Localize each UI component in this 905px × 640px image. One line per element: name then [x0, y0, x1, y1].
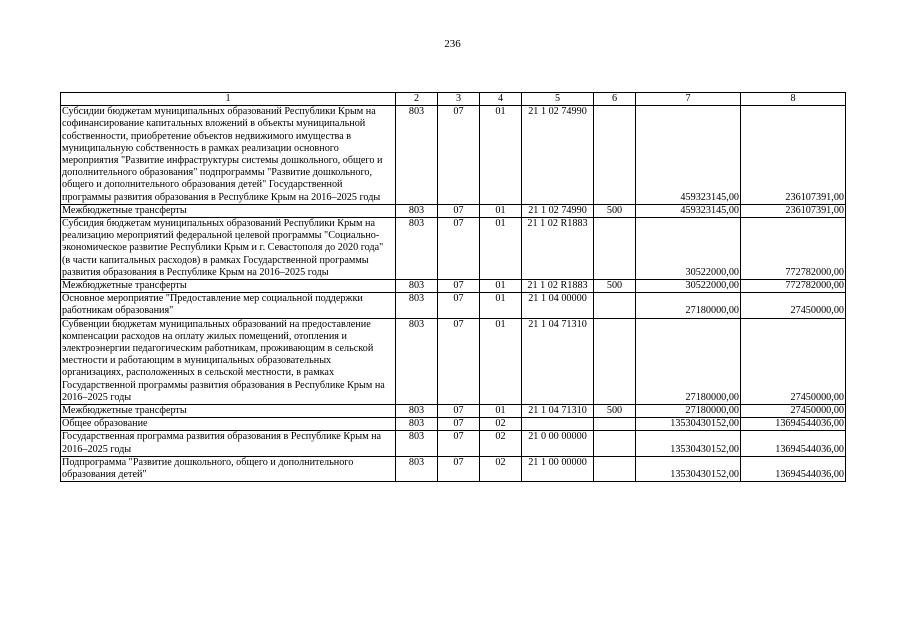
row-subsection-code: 01: [480, 280, 522, 293]
row-ministry-code: 803: [396, 106, 438, 205]
row-target-code: 21 1 02 74990: [522, 106, 594, 205]
row-name: Государственная программа развития образования в Республике Крым на 2016–2025 годы: [61, 431, 396, 456]
row-amount-1: 30522000,00: [636, 218, 741, 280]
table-row: [61, 456, 846, 481]
row-ministry-code: 803: [396, 280, 438, 293]
row-target-code: 21 1 02 74990: [522, 204, 594, 217]
row-section-code: 07: [438, 456, 480, 481]
row-amount-1: 459323145,00: [636, 204, 741, 217]
row-subsection-code: 01: [480, 106, 522, 205]
row-amount-2: 27450000,00: [741, 318, 846, 404]
table-row: [61, 431, 846, 456]
column-header: 3: [438, 93, 480, 106]
row-amount-2: 27450000,00: [741, 405, 846, 418]
row-section-code: 07: [438, 431, 480, 456]
row-expense-type: [594, 106, 636, 205]
row-ministry-code: 803: [396, 456, 438, 481]
column-header: 1: [61, 93, 396, 106]
row-expense-type: [594, 293, 636, 318]
row-name: Межбюджетные трансферты: [61, 204, 396, 217]
row-amount-1: 30522000,00: [636, 280, 741, 293]
row-ministry-code: 803: [396, 418, 438, 431]
table-row: [61, 106, 846, 205]
page-number: 236: [444, 38, 461, 50]
row-ministry-code: 803: [396, 218, 438, 280]
row-expense-type: 500: [594, 280, 636, 293]
row-name: Межбюджетные трансферты: [61, 405, 396, 418]
row-section-code: 07: [438, 318, 480, 404]
row-amount-2: 13694544036,00: [741, 431, 846, 456]
table-row: [61, 204, 846, 217]
table-row: [61, 418, 846, 431]
row-expense-type: [594, 318, 636, 404]
row-section-code: 07: [438, 418, 480, 431]
row-amount-1: 459323145,00: [636, 106, 741, 205]
row-expense-type: [594, 431, 636, 456]
column-header: 6: [594, 93, 636, 106]
row-name: Субвенции бюджетам муниципальных образований на предоставление компенсации расходов на оплату жилых помещений, отопления и электроэнергии педагогическим работникам, проживающим в сельской местности и работающим в муниципальных образовательных организациях, расположенных в сельской местности, в рамках Государственной программы развития образования в Республике Крым на 2016–2025 годы: [61, 318, 396, 404]
row-target-code: 21 1 04 71310: [522, 318, 594, 404]
row-name: Межбюджетные трансферты: [61, 280, 396, 293]
column-header: 8: [741, 93, 846, 106]
row-ministry-code: 803: [396, 431, 438, 456]
budget-table: [60, 92, 846, 482]
row-expense-type: [594, 218, 636, 280]
row-section-code: 07: [438, 405, 480, 418]
row-target-code: [522, 418, 594, 431]
row-name: Субсидия бюджетам муниципальных образований Республики Крым на реализацию мероприятий федеральной целевой программы "Социально-экономическое развитие Республики Крым и г. Севастополя до 2020 года" (в части капитальных расходов) в рамках Государственной программы развития образования в Республике Крым на 2016–2025 годы: [61, 218, 396, 280]
row-amount-2: 772782000,00: [741, 280, 846, 293]
row-amount-2: 772782000,00: [741, 218, 846, 280]
row-section-code: 07: [438, 204, 480, 217]
table-row: [61, 280, 846, 293]
row-amount-2: 236107391,00: [741, 106, 846, 205]
row-amount-1: 13530430152,00: [636, 431, 741, 456]
row-section-code: 07: [438, 106, 480, 205]
row-subsection-code: 02: [480, 431, 522, 456]
row-section-code: 07: [438, 218, 480, 280]
table-row: [61, 218, 846, 280]
row-name: Общее образование: [61, 418, 396, 431]
column-header: 7: [636, 93, 741, 106]
row-subsection-code: 01: [480, 405, 522, 418]
row-amount-1: 27180000,00: [636, 318, 741, 404]
row-expense-type: 500: [594, 204, 636, 217]
row-target-code: 21 1 00 00000: [522, 456, 594, 481]
row-expense-type: 500: [594, 405, 636, 418]
row-ministry-code: 803: [396, 318, 438, 404]
row-subsection-code: 01: [480, 204, 522, 217]
column-header: 2: [396, 93, 438, 106]
row-ministry-code: 803: [396, 405, 438, 418]
table-header-row: [61, 93, 846, 106]
row-target-code: 21 1 02 R1883: [522, 280, 594, 293]
row-amount-1: 27180000,00: [636, 293, 741, 318]
row-subsection-code: 01: [480, 293, 522, 318]
column-header: 5: [522, 93, 594, 106]
row-amount-1: 13530430152,00: [636, 456, 741, 481]
row-amount-2: 27450000,00: [741, 293, 846, 318]
row-amount-2: 13694544036,00: [741, 456, 846, 481]
row-ministry-code: 803: [396, 293, 438, 318]
row-amount-2: 236107391,00: [741, 204, 846, 217]
row-subsection-code: 01: [480, 318, 522, 404]
row-name: Субсидии бюджетам муниципальных образований Республики Крым на софинансирование капитальных вложений в объекты муниципальной собственности, приобретение объектов недвижимого имущества в муниципальную собственность в рамках реализации основного мероприятия "Развитие инфраструктуры системы дошкольного, общего и дополнительного образования" подпрограммы "Развитие дошкольного, общего и дополнительного образования детей" Государственной программы развития образования в Республике Крым на 2016–2025 годы: [61, 106, 396, 205]
row-ministry-code: 803: [396, 204, 438, 217]
row-amount-2: 13694544036,00: [741, 418, 846, 431]
row-amount-1: 13530430152,00: [636, 418, 741, 431]
row-subsection-code: 02: [480, 418, 522, 431]
row-name: Подпрограмма "Развитие дошкольного, общего и дополнительного образования детей": [61, 456, 396, 481]
table-row: [61, 405, 846, 418]
row-expense-type: [594, 418, 636, 431]
row-target-code: 21 0 00 00000: [522, 431, 594, 456]
row-subsection-code: 02: [480, 456, 522, 481]
row-expense-type: [594, 456, 636, 481]
table-row: [61, 293, 846, 318]
row-subsection-code: 01: [480, 218, 522, 280]
row-target-code: 21 1 04 71310: [522, 405, 594, 418]
row-section-code: 07: [438, 280, 480, 293]
column-header: 4: [480, 93, 522, 106]
row-target-code: 21 1 04 00000: [522, 293, 594, 318]
row-section-code: 07: [438, 293, 480, 318]
table-row: [61, 318, 846, 404]
row-name: Основное мероприятие "Предоставление мер социальной поддержки работникам образования": [61, 293, 396, 318]
row-amount-1: 27180000,00: [636, 405, 741, 418]
row-target-code: 21 1 02 R1883: [522, 218, 594, 280]
